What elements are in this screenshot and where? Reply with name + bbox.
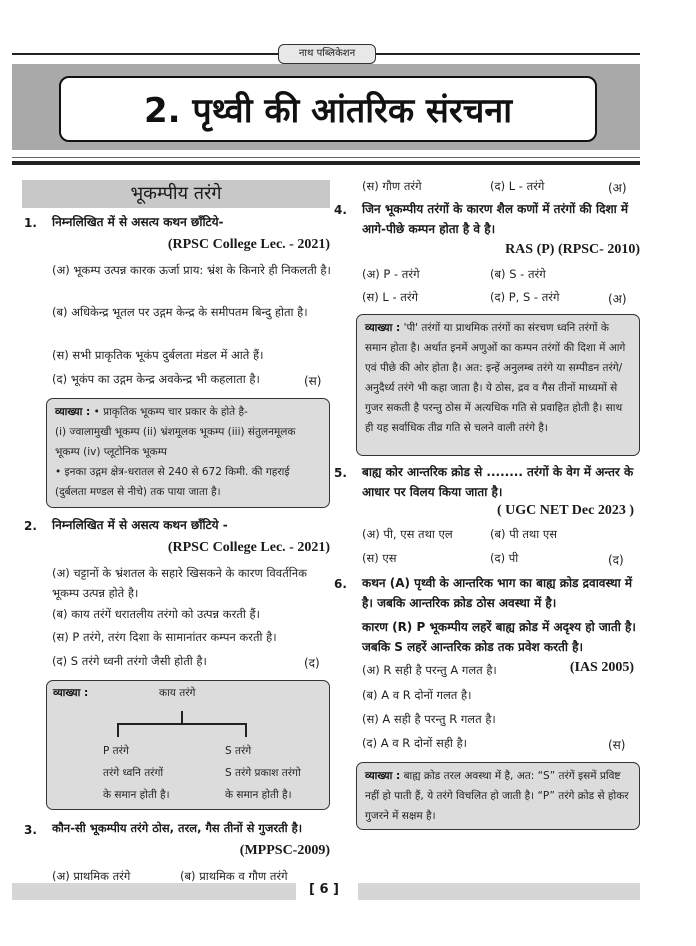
explanation-label: व्याख्या : xyxy=(53,687,89,699)
question-text: जिन भूकम्पीय तरंगों के कारण शैल कणों में तरंगों की दिशा में आगे-पीछे कम्पन होता है वे है। xyxy=(362,202,629,236)
explanation-text: 'पी' तरंगों या प्राथमिक तरंगों का संरचण ध्वनि तरंगों के समान होता है। अर्थात इनमें अणुओं का कम्पन तरंगों की दिशा में आगे एवं पीछे की ओर होता है। अत: इन्हें अनुलम्ब तरंगे या सम्पीडन तरंगे/अनुदैर्ध्य तरंगे भी कहा जाता है। ये ठोस, द्रव व गैस तीनों माध्यमों से गुजर सकती है परन्तु ठोस में अत्यधिक गति से प्रवाहित होती है। साथ ही यह सर्वाधिक तीव्र गति से चलने वाली तरंगे है। xyxy=(365,322,626,434)
option-a: (अ) भूकम्प उत्पन्न कारक ऊर्जा प्राय: भ्रंश के किनारे ही निकलती है। xyxy=(52,263,331,277)
option-b: (ब) पी तथा एस xyxy=(490,527,558,541)
p-wave-title: P तरंगे xyxy=(103,745,129,757)
s-wave-title: S तरंगे xyxy=(225,745,252,757)
question-source: ( UGC NET Dec 2023 ) xyxy=(496,503,634,518)
option-d: (द) P, S - तरंगे xyxy=(490,290,560,304)
question-source: RAS (P) (RPSC- 2010) xyxy=(505,242,640,257)
page-number: [ 6 ] xyxy=(309,882,339,897)
option-c: (स) L - तरंगे xyxy=(362,290,419,304)
explanation-box xyxy=(356,314,640,456)
question-source: (MPPSC-2009) xyxy=(239,843,330,858)
question-text: कौन-सी भूकम्पीय तरंगे ठोस, तरल, गैस तीनों से गुजरती है। xyxy=(52,821,303,835)
option-b: (ब) काय तरंगें धरातलीय तरंगो को उत्पन्न करती हैं। xyxy=(52,607,260,621)
publisher-tag: नाथ पब्लिकेशन xyxy=(278,44,376,64)
option-d: (द) पी xyxy=(490,551,519,565)
explanation-label: व्याख्या : xyxy=(55,406,91,418)
s-wave-line2: के समान होती है। xyxy=(225,789,292,801)
question-text: निम्नलिखित में से असत्य कथन छाँटिये- xyxy=(52,215,224,229)
option-c: (स) गौण तरंगे xyxy=(362,179,422,193)
tree-left-leg xyxy=(117,723,119,737)
question-text: कथन (A) पृथ्वी के आन्तरिक भाग का बाह्य क्रोड द्रवावस्था में है। जबकि आन्तरिक क्रोड ठोस अवस्था में है। xyxy=(362,576,633,610)
p-wave-line1: तरंगे ध्वनि तरंगों xyxy=(103,767,164,779)
option-b: (ब) S - तरंगे xyxy=(490,267,546,281)
explanation-line: • प्राकृतिक भूकम्प चार प्रकार के होते है- xyxy=(93,406,248,418)
answer: (अ) xyxy=(608,181,627,195)
question-source: (RPSC College Lec. - 2021) xyxy=(167,540,330,555)
header-rule-right xyxy=(374,53,640,55)
answer: (द) xyxy=(304,656,320,670)
explanation-line: • इनका उद्गम क्षेत्र-धरातल से 240 से 672 किमी. की गहराई (दुर्बलता मण्डल से नीचे) तक पाया जाता है। xyxy=(55,466,290,498)
tree-bar xyxy=(117,723,247,725)
option-a: (अ) प्राथमिक तरंगे xyxy=(52,869,131,883)
chapter-title: 2. पृथ्वी की आंतरिक संरचना xyxy=(59,76,597,142)
answer: (अ) xyxy=(608,292,627,306)
tree-stem xyxy=(181,711,183,723)
answer: (द) xyxy=(608,553,624,567)
section-heading: भूकम्पीय तरंगे xyxy=(22,180,330,208)
option-b: (ब) प्राथमिक व गौण तरंगे xyxy=(180,869,288,883)
s-wave-line1: S तरंगे प्रकाश तरंगो xyxy=(225,767,301,779)
tree-root: काय तरंगे xyxy=(159,687,196,699)
option-b: (ब) अधिकेन्द्र भूतल पर उद्गम केन्द्र के समीपतम बिन्दु होता है। xyxy=(52,305,308,319)
explanation-line: (i) ज्वालामुखी भूकम्प (ii) भ्रंशमूलक भूकम्प (iii) संतुलनमूलक भूकम्प (iv) प्लूटोनिक भूकम्प xyxy=(55,426,296,458)
explanation-label: व्याख्या : xyxy=(365,770,401,782)
question-source: (IAS 2005) xyxy=(569,660,634,675)
option-a: (अ) चट्टानों के भ्रंशतल के सहारे खिसकने के कारण विवर्तनिक भूकम्प उत्पन्न होते है। xyxy=(52,566,307,600)
question-number: 3. xyxy=(24,823,37,837)
question-number: 5. xyxy=(334,466,347,480)
option-b: (ब) A व R दोनों गलत है। xyxy=(362,688,472,702)
question-number: 4. xyxy=(334,203,347,217)
question-source: (RPSC College Lec. - 2021) xyxy=(167,237,330,252)
title-rule-thick xyxy=(12,161,640,165)
option-d: (द) भूकंप का उद्गम केन्द्र अवकेन्द्र भी कहलाता है। xyxy=(52,372,260,386)
option-c: (स) एस xyxy=(362,551,397,565)
tree-right-leg xyxy=(245,723,247,737)
option-a: (अ) R सही है परन्तु A गलत है। xyxy=(362,663,497,677)
option-a: (अ) पी, एस तथा एल xyxy=(362,527,453,541)
question-number: 1. xyxy=(24,216,37,230)
explanation-box xyxy=(46,398,330,508)
question-number: 2. xyxy=(24,519,37,533)
footer-bar-right xyxy=(358,883,640,900)
option-c: (स) सभी प्राकृतिक भूकंप दुर्बलता मंडल में आते हैं। xyxy=(52,348,264,362)
p-wave-line2: के समान होती है। xyxy=(103,789,170,801)
explanation-text: बाह्य क्रोड तरल अवस्था में है, अत: “S” तरंगें इसमें प्रविष्ट नहीं हो पाती हैं, ये तरंगे विचलित हो जाती है। “P” तरंगे क्रोड से होकर गुजरने में सक्षम है। xyxy=(365,770,629,822)
option-c: (स) P तरंगे, तरंग दिशा के सामानांतर कम्पन करती है। xyxy=(52,630,277,644)
header-rule-left xyxy=(12,53,280,55)
option-d: (द) L - तरंगे xyxy=(490,179,545,193)
option-d: (द) S तरंगे ध्वनी तरंगो जैसी होती है। xyxy=(52,654,207,668)
option-a: (अ) P - तरंगे xyxy=(362,267,420,281)
reason-text: कारण (R) P भूकम्पीय लहरें बाह्य क्रोड में अदृश्य हो जाती है। जबकि S लहरें आन्तरिक क्रोड तक प्रवेश करती है। xyxy=(362,620,636,654)
explanation-box xyxy=(356,762,640,830)
question-text: बाह्य कोर आन्तरिक क्रोड से ........ तरंगों के वेग में अन्तर के आधार पर विलय किया जाता है। xyxy=(362,465,634,499)
explanation-diagram-box xyxy=(46,680,330,810)
title-rule-thin xyxy=(12,157,640,158)
answer: (स) xyxy=(608,738,626,752)
answer: (स) xyxy=(304,374,322,388)
option-c: (स) A सही है परन्तु R गलत है। xyxy=(362,712,496,726)
option-d: (द) A व R दोनों सही है। xyxy=(362,736,468,750)
explanation-label: व्याख्या : xyxy=(365,322,401,334)
footer-bar-left xyxy=(12,883,296,900)
question-number: 6. xyxy=(334,577,347,591)
question-text: निम्नलिखित में से असत्य कथन छाँटिये - xyxy=(52,518,228,532)
